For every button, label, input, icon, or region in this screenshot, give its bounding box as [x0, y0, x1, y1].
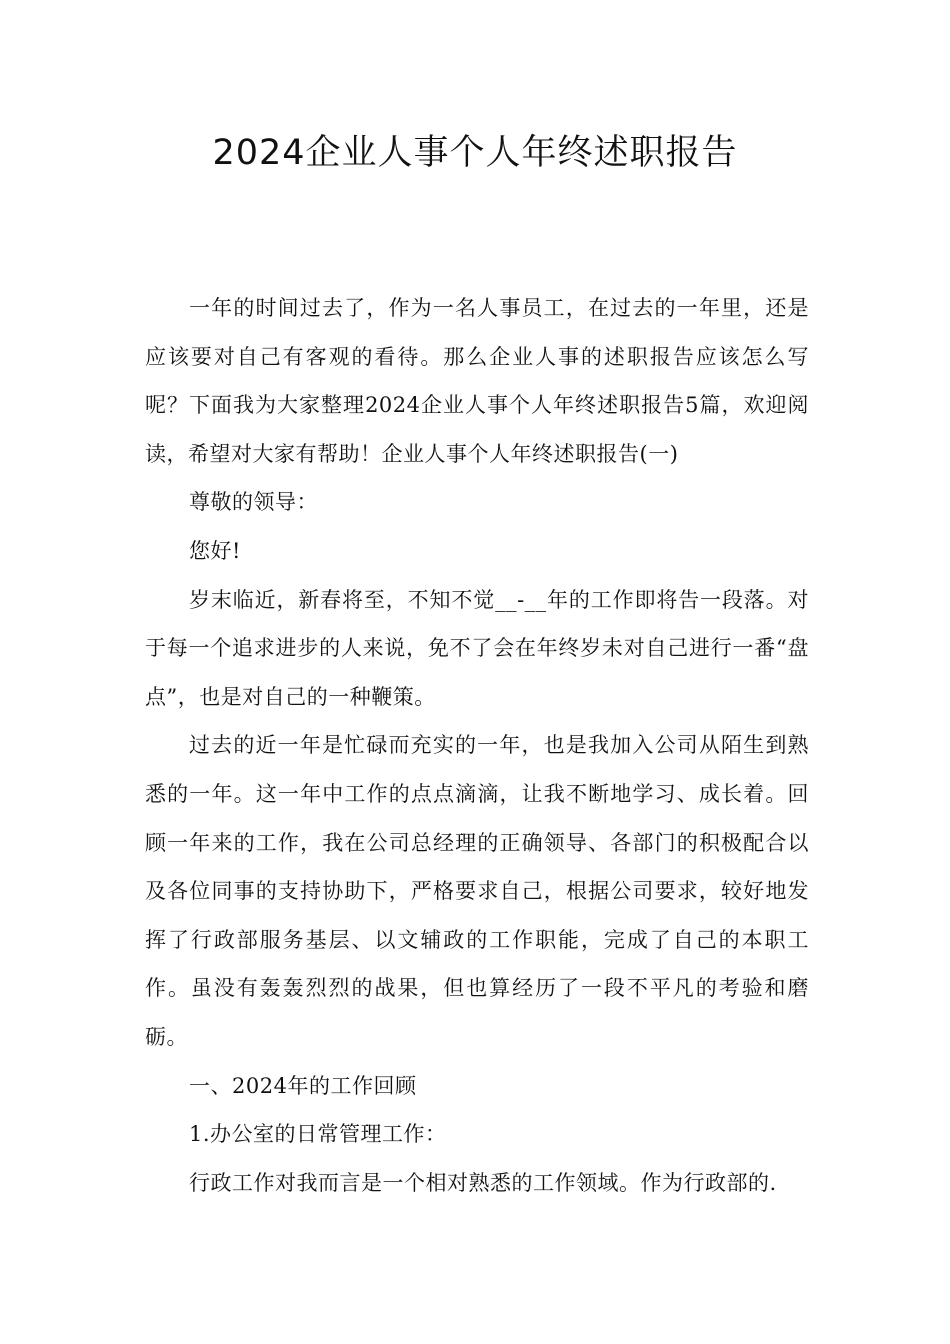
paragraph-greeting: 您好! [189, 538, 241, 563]
document-title: 2024企业人事个人年终述职报告 [212, 133, 738, 173]
paragraph-admin-work: 行政工作对我而言是一个相对熟悉的工作领域。作为行政部的. [189, 1170, 777, 1195]
document-body [145, 284, 809, 1207]
paragraph-intro: 一年的时间过去了，作为一名人事员工，在过去的一年里，还是应该要对自己有客观的看待。那么企业人事的述职报告应该怎么写呢？下面我为大家整理2024企业人事个人年终述职报告5篇，欢迎阅读，希望对大家有帮助！企业人事个人年终述职报告(一) [145, 296, 809, 466]
section-heading: 一、2024年的工作回顾 [189, 1073, 417, 1098]
paragraph-review: 过去的近一年是忙碌而充实的一年，也是我加入公司从陌生到熟悉的一年。这一年中工作的点点滴滴，让我不断地学习、成长着。回顾一年来的工作，我在公司总经理的正确领导、各部门的积极配合以及各位同事的支持协助下，严格要求自己，根据公司要求，较好地发挥了行政部服务基层、以文辅政的工作职能，完成了自己的本职工作。虽没有轰轰烈烈的战果，但也算经历了一段不平凡的考验和磨砺。 [145, 733, 809, 1049]
paragraph-salutation: 尊敬的领导： [189, 490, 318, 515]
subsection-heading: 1.办公室的日常管理工作： [189, 1122, 447, 1147]
paragraph-year-end: 岁末临近，新春将至，不知不觉__-__年的工作即将告一段落。对于每一个追求进步的人来说，免不了会在年终岁未对自己进行一番“盘点”，也是对自己的一种鞭策。 [145, 587, 809, 709]
